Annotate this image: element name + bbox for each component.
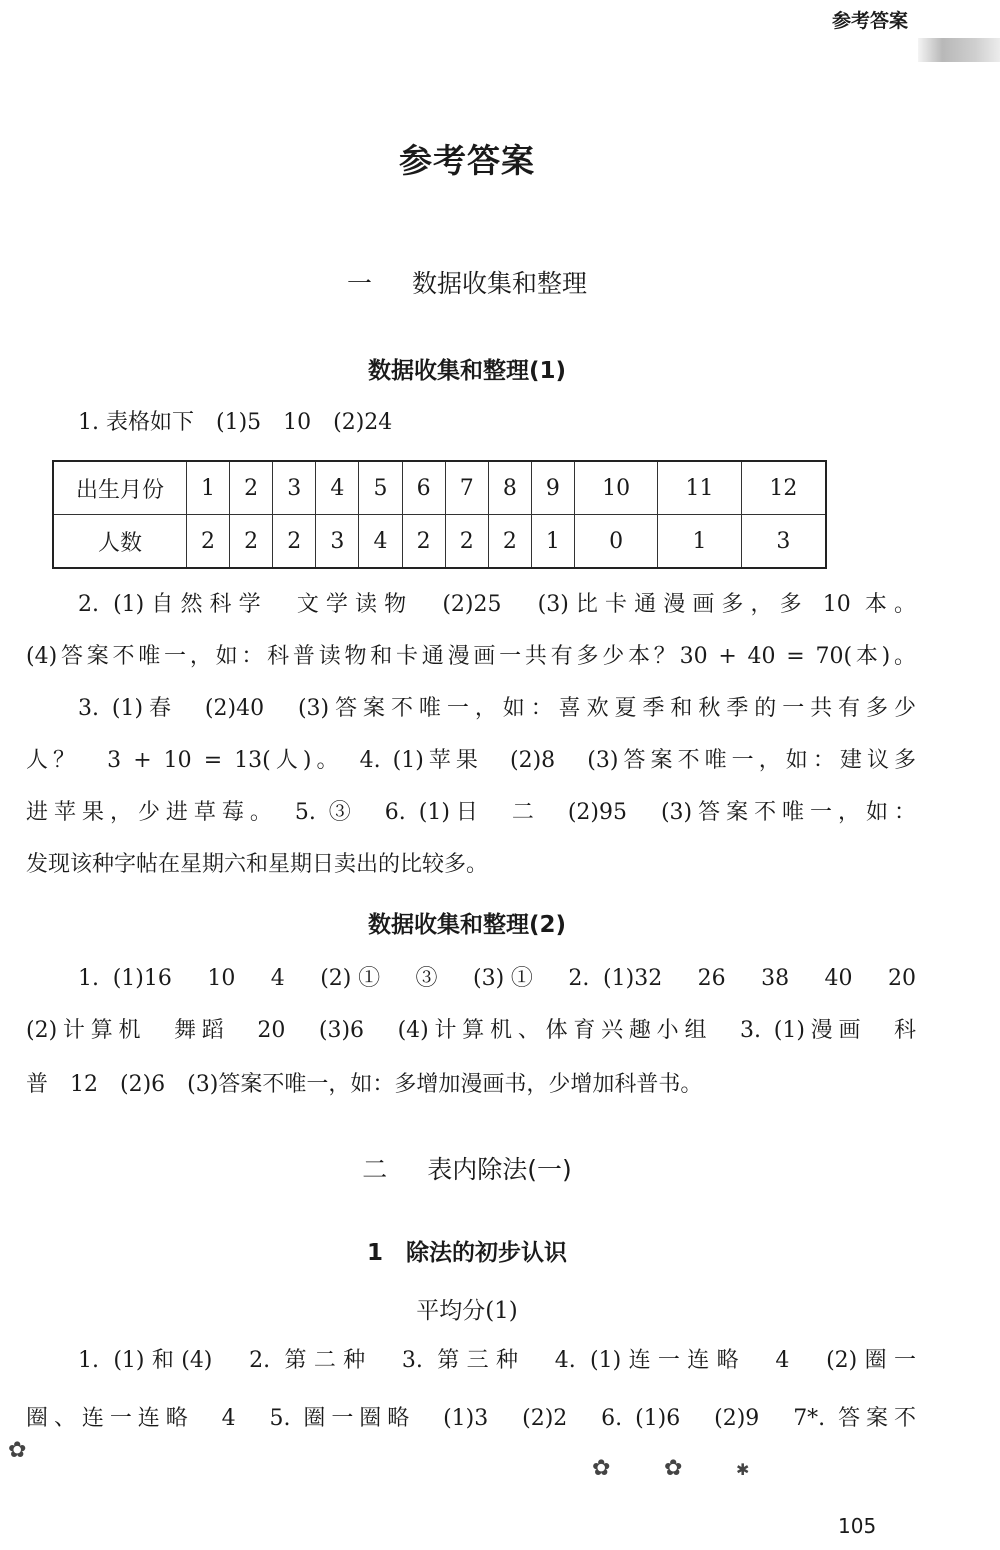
birth-month-table: [52, 460, 827, 569]
flower-ornament-icon: ✿: [8, 1438, 27, 1463]
table-cell: 4: [316, 461, 359, 515]
chapter-title: 数据收集和整理: [412, 269, 588, 298]
answer-line: (2)计算机 舞蹈 20 (3)6 (4)计算机、体育兴趣小组 3. (1)漫画 科: [26, 1018, 916, 1043]
answer-line: 3. (1)春 (2)40 (3)答案不唯一，如：喜欢夏季和秋季的一共有多少: [78, 696, 916, 721]
table-cell: 2: [488, 515, 531, 569]
table-cell: 2: [187, 515, 230, 569]
table-cell: 8: [488, 461, 531, 515]
table-cell: 1: [658, 515, 741, 569]
table-cell: 2: [445, 515, 488, 569]
section-heading-2: 数据收集和整理(2): [367, 912, 567, 938]
table-cell: 人数: [53, 515, 187, 569]
answer-line: 圈、连一连略 4 5. 圈一圈略 (1)3 (2)2 6. (1)6 (2)9 7*. 答案不: [26, 1406, 916, 1431]
flower-ornament-icon: ✱: [736, 1460, 750, 1479]
table-cell: 5: [359, 461, 402, 515]
answer-line: (4)答案不唯一，如：科普读物和卡通漫画一共有多少本？30 + 40 = 70(本)。: [26, 644, 916, 669]
table-row: [53, 461, 826, 515]
subsection-heading: 平均分(1): [416, 1298, 518, 1324]
flower-ornament-icon: ✿: [592, 1456, 611, 1481]
page-title: 参考答案: [399, 141, 535, 180]
table-cell: 2: [230, 461, 273, 515]
table-cell: 出生月份: [53, 461, 187, 515]
answer-line: 人？ 3 + 10 = 13(人)。 4. (1)苹果 (2)8 (3)答案不唯一，如：建议多: [26, 748, 916, 773]
table-cell: 11: [658, 461, 741, 515]
chapter-number: 一: [346, 269, 372, 298]
table-cell: 2: [402, 515, 445, 569]
table-cell: 6: [402, 461, 445, 515]
table-cell: 4: [359, 515, 402, 569]
chapter-number: 二: [362, 1155, 388, 1184]
flower-ornament-icon: ✿: [664, 1456, 683, 1481]
chapter-title: 表内除法(一): [427, 1155, 572, 1184]
table-cell: 10: [574, 461, 657, 515]
table-cell: 0: [574, 515, 657, 569]
table-row: [53, 515, 826, 569]
table-cell: 1: [187, 461, 230, 515]
answer-line: 2. (1)自然科学 文学读物 (2)25 (3)比卡通漫画多，多 10 本。: [78, 592, 916, 617]
table-cell: 2: [273, 515, 316, 569]
answer-line: 发现该种字帖在星期六和星期日卖出的比较多。: [26, 852, 489, 877]
header-decor-bar: [918, 38, 1000, 62]
section-heading-3: 1 除法的初步认识: [366, 1240, 567, 1266]
chapter-heading-2: [0, 1150, 934, 1186]
table-cell: 1: [531, 515, 574, 569]
table-cell: 9: [531, 461, 574, 515]
answer-line: 1. 表格如下 (1)5 10 (2)24: [78, 410, 393, 435]
table-cell: 7: [445, 461, 488, 515]
table-cell: 12: [741, 461, 826, 515]
answer-line: 普 12 (2)6 (3)答案不唯一，如：多增加漫画书，少增加科普书。: [26, 1072, 703, 1097]
table-cell: 3: [273, 461, 316, 515]
running-header: 参考答案: [831, 10, 908, 32]
table-cell: 3: [316, 515, 359, 569]
section-heading-1: 数据收集和整理(1): [367, 358, 567, 384]
answer-line: 1. (1)和(4) 2. 第二种 3. 第三种 4. (1)连一连略 4 (2)圈一: [78, 1348, 916, 1373]
table-cell: 2: [230, 515, 273, 569]
answer-line: 1. (1)16 10 4 (2)① ③ (3)① 2. (1)32 26 38 40 20: [78, 966, 916, 991]
answer-line: 进苹果，少进草莓。 5. ③ 6. (1)日 二 (2)95 (3)答案不唯一，如：: [26, 800, 916, 825]
chapter-heading-1: [0, 264, 934, 300]
page-number: 105: [838, 1514, 877, 1538]
table-cell: 3: [741, 515, 826, 569]
